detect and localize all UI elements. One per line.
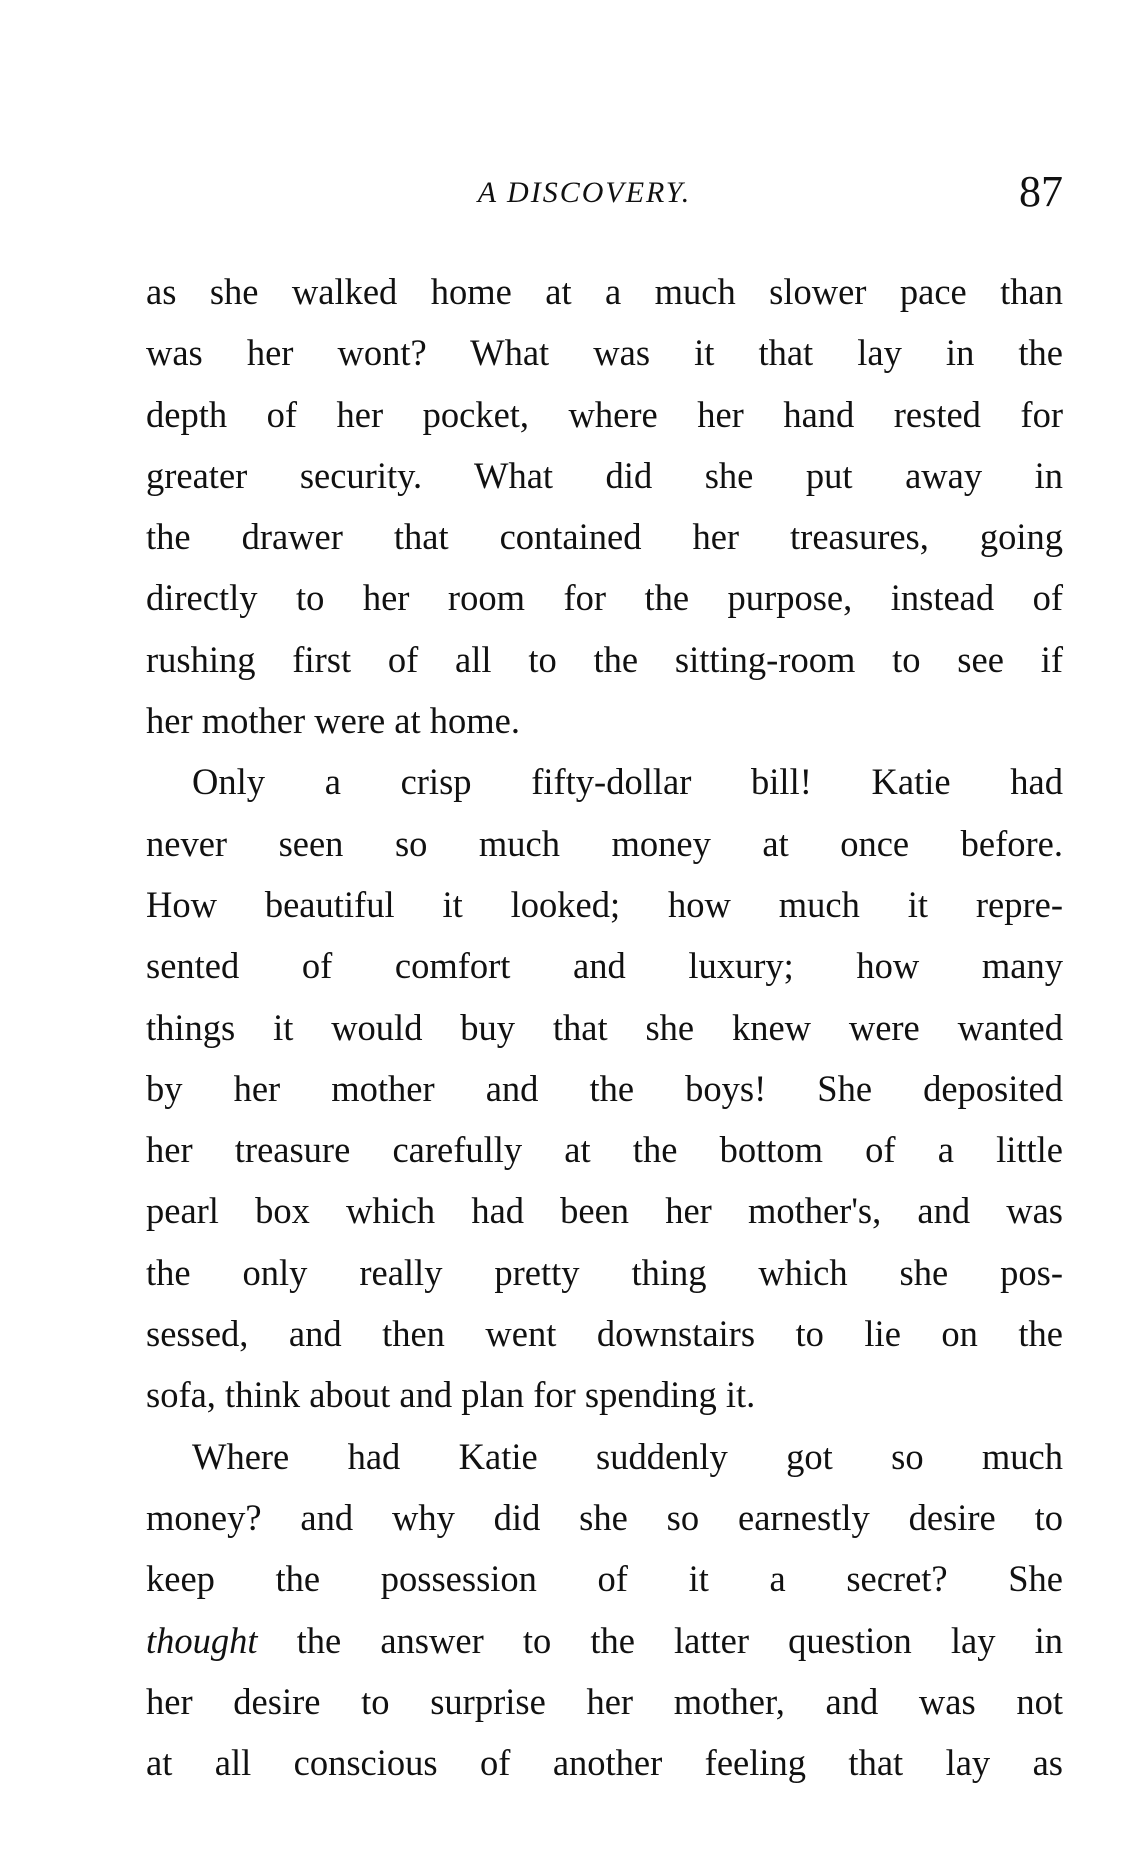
text-line: depth of her pocket, where her hand rested for [146,393,1063,435]
chapter-title-text: A DISCOVERY. [477,176,692,209]
text-line: Where had Katie suddenly got so much [192,1435,1063,1477]
text-line: How beautiful it looked; how much it repre- [146,883,1063,925]
text-line: her desire to surprise her mother, and was not [146,1680,1063,1722]
text-line: at all conscious of another feeling that lay as [146,1742,1063,1784]
text-line: her mother were at home. [146,700,520,742]
text-line: as she walked home at a much slower pace than [146,271,1063,312]
text-line [146,1610,1063,1671]
paragraph [146,1426,1063,1794]
running-head [146,167,1063,220]
text-line: Only a crisp fifty-dollar bill! Katie had [192,761,1063,803]
text-line: sented of comfort and luxury; how many [146,945,1063,987]
text-line: was her wont? What was it that lay in the [146,332,1063,374]
text-line: greater security. What did she put away in [146,454,1063,496]
page-number: 87 [1019,167,1063,216]
text-line: sofa, think about and plan for spending it. [146,1374,756,1416]
text-line: directly to her room for the purpose, instead of [146,577,1063,619]
text-line: things it would buy that she knew were wanted [146,1006,1063,1048]
text-line: by her mother and the boys! She deposited [146,1067,1063,1109]
text-line: the drawer that contained her treasures, going [146,516,1063,558]
text-line: pearl box which had been her mother's, and was [146,1190,1063,1232]
paragraph [146,261,1063,751]
paragraph [146,751,1063,1425]
line-rest: the answer to the latter question lay in [257,1619,1063,1661]
chapter-title [146,176,1063,210]
text-line: money? and why did she so earnestly desire to [146,1496,1063,1538]
text-line: sessed, and then went downstairs to lie on the [146,1313,1063,1355]
text-line: rushing first of all to the sitting-room to see if [146,638,1063,680]
body-text [146,261,1063,1793]
text-line: keep the possession of it a secret? She [146,1558,1063,1600]
text-line: the only really pretty thing which she pos- [146,1251,1063,1293]
emphasis: thought [146,1619,258,1661]
text-line: her treasure carefully at the bottom of a little [146,1129,1063,1171]
text-line: never seen so much money at once before. [146,822,1063,864]
